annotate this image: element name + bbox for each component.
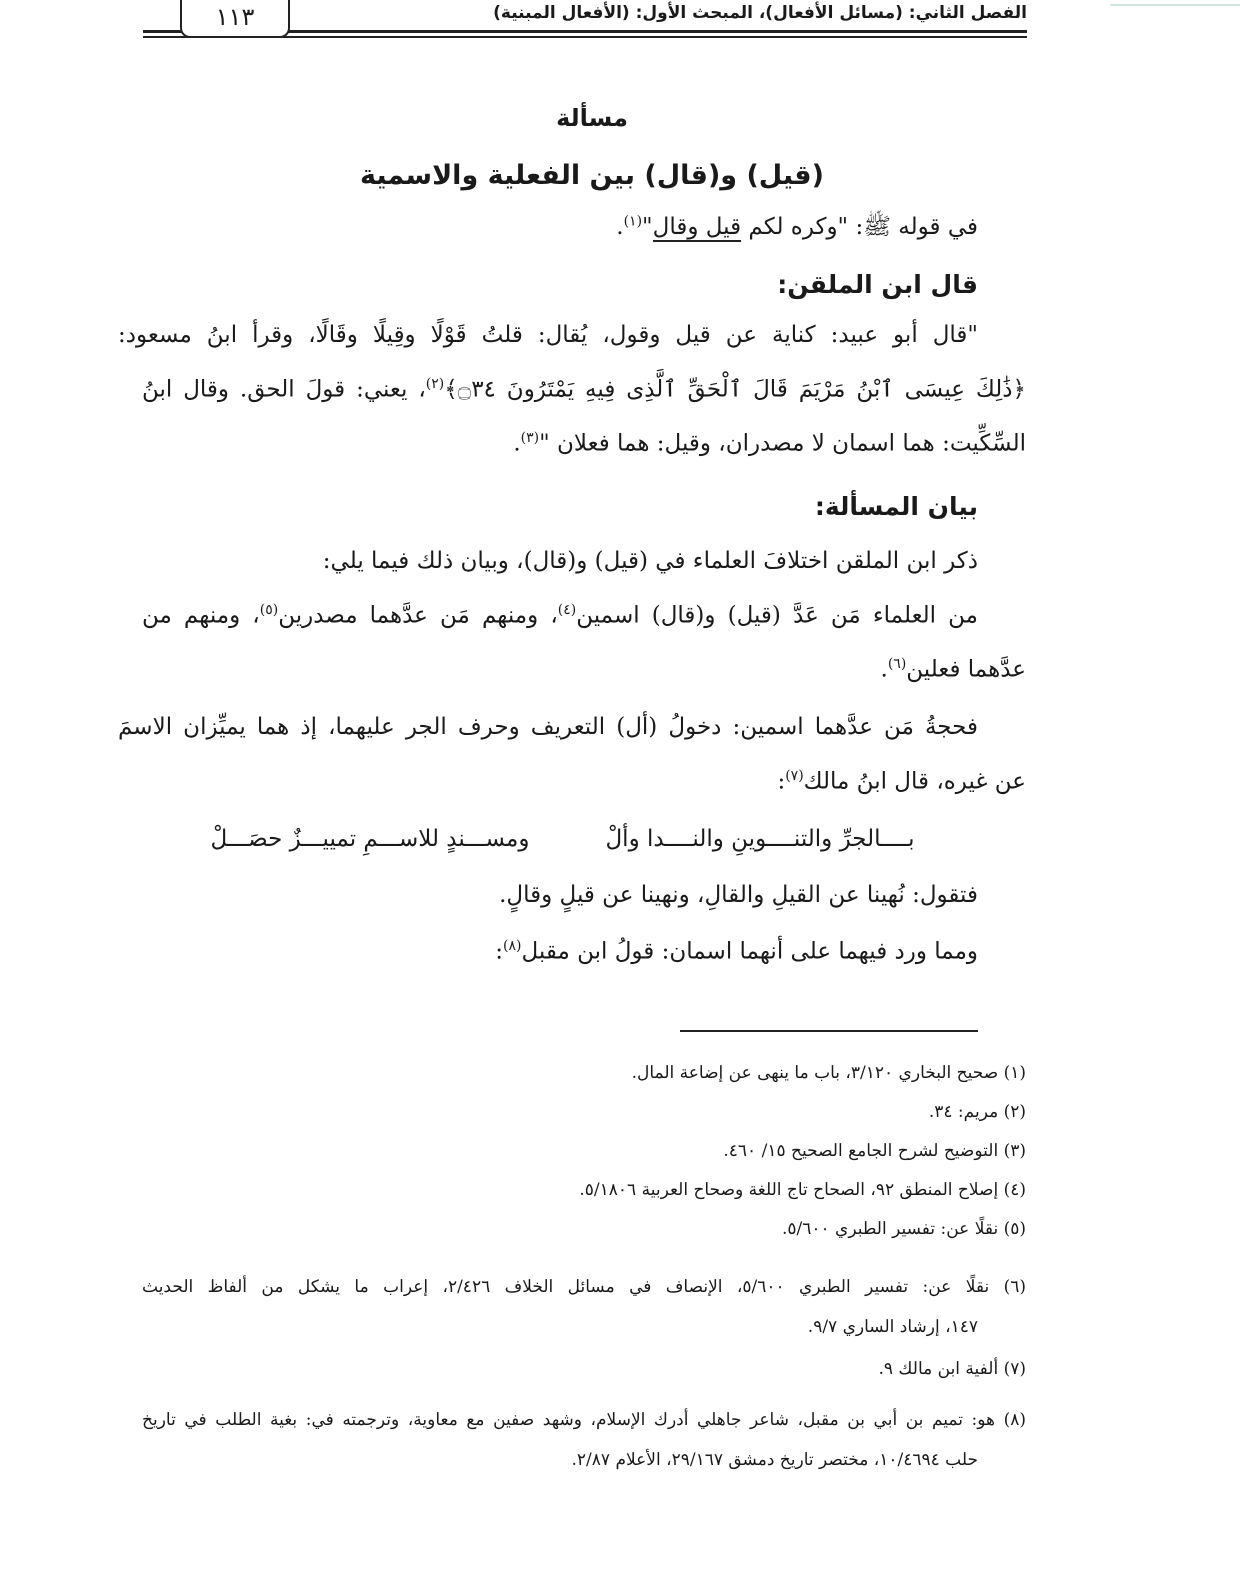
verse-first-hemistich: بــــالجرِّ والتنــــوينِ والنــــدا وألْ xyxy=(605,826,915,852)
corner-mark xyxy=(1110,4,1240,6)
page-number: ١١٣ xyxy=(180,0,290,38)
p5-part-a: ومما ورد فيهما على أنهما اسمان: قولُ ابن مقبل xyxy=(521,938,978,965)
footnote-ref-3[interactable]: (٣) xyxy=(520,430,540,446)
footnote-5: (٥) نقلًا عن: تفسير الطبري ٥/٦٠٠. xyxy=(781,1219,1026,1239)
footnote-2: (٢) مريم: ٣٤. xyxy=(928,1102,1026,1122)
footnote-6-continued: ١٤٧، إرشاد الساري ٩/٧. xyxy=(807,1317,978,1337)
p2-part-d: عدَّهما فعلين xyxy=(906,656,1026,683)
quote-line-3-text: السِّكِّيت: هما اسمان لا مصدران، وقيل: هما فعلان " xyxy=(539,430,1026,457)
p2-part-c: ، ومنهم من xyxy=(142,602,260,629)
footnote-ref-4[interactable]: (٤) xyxy=(557,602,577,618)
intro-text: في قوله ﷺ: "وكره لكم xyxy=(741,214,978,240)
hadith-phrase: قيل وقال xyxy=(652,214,742,240)
section-title: (قيل) و(قال) بين الفعلية والاسمية xyxy=(360,160,824,191)
running-header: الفصل الثاني: (مسائل الأفعال)، المبحث الأول: (الأفعال المبنية) xyxy=(493,3,1027,23)
footnote-8-continued: حلب ١٠/٤٦٩٤، مختصر تاريخ دمشق ٢٩/١٦٧، الأعلام ٢/٨٧. xyxy=(571,1450,978,1470)
footnote-6: (٦) نقلًا عن: تفسير الطبري ٥/٦٠٠، الإنصاف في مسائل الخلاف ٢/٤٢٦، إعراب ما يشكل من ألفاظ الحديث xyxy=(142,1277,1026,1297)
footnote-7: (٧) ألفية ابن مالك ٩. xyxy=(878,1359,1026,1379)
paragraph-4: فتقول: نُهينا عن القيلِ والقالِ، ونهينا عن قيلٍ وقالٍ. xyxy=(499,882,978,908)
paragraph-2-line-2 xyxy=(881,656,1026,683)
p3-part-b: عن غيره، قال ابنُ مالك xyxy=(803,768,1026,795)
paragraph-3-line-1: فحجةُ مَن عدَّهما اسمين: دخولُ (أل) التعريف وحرف الجر عليهما، إذ هما يميِّزان الاسمَ xyxy=(118,714,978,740)
quran-verse: ﴿ذَٰلِكَ عِيسَى ٱبْنُ مَرْيَمَ قَالَ ٱلْحَقِّ ٱلَّذِى فِيهِ يَمْتَرُونَ ۝٣٤﴾ xyxy=(444,376,1027,403)
footnote-4: (٤) إصلاح المنطق ٩٢، الصحاح تاج اللغة وصحاح العربية ٥/١٨٠٦. xyxy=(579,1180,1026,1200)
quote-line-2 xyxy=(142,376,1026,403)
footnote-3: (٣) التوضيح لشرح الجامع الصحيح ١٥/ ٤٦٠. xyxy=(723,1141,1026,1161)
p2-part-b: ، ومنهم مَن عدَّهما مصدرين xyxy=(278,602,558,629)
quote-line-3-end: . xyxy=(513,430,521,457)
p3-part-c: : xyxy=(777,768,786,795)
section-label: مسألة xyxy=(556,104,628,132)
bayan-heading: بيان المسألة: xyxy=(814,492,978,521)
footnote-8: (٨) هو: تميم بن أبي بن مقبل، شاعر جاهلي أدرك الإسلام، وشهد صفين مع معاوية، وترجمته في: بغية الطلب في تاريخ xyxy=(142,1410,1026,1430)
p5-part-b: : xyxy=(495,938,503,965)
footnote-ref-5[interactable]: (٥) xyxy=(259,602,279,618)
footnote-1: (١) صحيح البخاري ٣/١٢٠، باب ما ينهى عن إضاعة المال. xyxy=(631,1063,1026,1083)
quote-line-1: "قال أبو عبيد: كناية عن قيل وقول، يُقال: قلتُ قَوْلًا وقِيلًا وقَالًا، وقرأ ابنُ مسعود: xyxy=(118,322,978,348)
footnote-ref-1[interactable]: (١) xyxy=(623,213,643,230)
quote-line-3 xyxy=(513,430,1026,457)
p2-part-a: من العلماء مَن عَدَّ (قيل) و(قال) اسمين xyxy=(576,602,978,629)
intro-end: . xyxy=(616,214,624,240)
footnote-separator xyxy=(680,1030,978,1032)
paragraph-1: ذكر ابن الملقن اختلافَ العلماء في (قيل) و(قال)، وبيان ذلك فيما يلي: xyxy=(322,548,978,574)
footnote-ref-2[interactable]: (٢) xyxy=(425,376,445,392)
paragraph-3-line-2 xyxy=(777,768,1026,795)
verse-second-hemistich: ومســـندٍ للاســـمِ تمييـــزٌ حصَـــلْ xyxy=(210,826,530,852)
footnote-ref-6[interactable]: (٦) xyxy=(887,656,907,672)
footnote-ref-8[interactable]: (٨) xyxy=(503,938,522,954)
quote-line-2-rest: ، يعني: قولَ الحق. وقال ابنُ xyxy=(142,376,426,403)
quote-heading: قال ابن الملقن: xyxy=(777,270,978,299)
p2-part-e: . xyxy=(880,656,888,683)
intro-line xyxy=(616,212,978,246)
footnote-ref-7[interactable]: (٧) xyxy=(785,768,804,784)
intro-quote-mark: " xyxy=(642,214,653,240)
paragraph-5 xyxy=(495,938,978,965)
paragraph-2-line-1 xyxy=(142,602,978,629)
